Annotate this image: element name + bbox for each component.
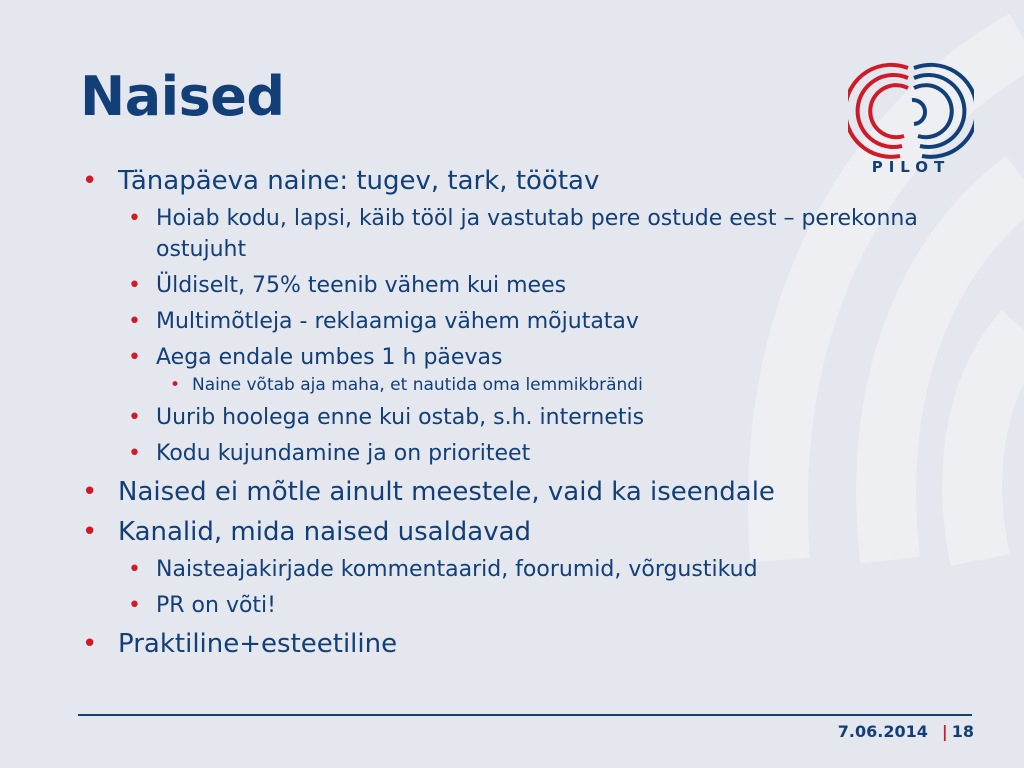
- page-title: Naised: [80, 65, 285, 128]
- sub-bullet-item: • PR on võti!: [128, 590, 962, 621]
- bullet-item: • Tänapäeva naine: tugev, tark, töötav: [82, 164, 962, 198]
- sub-bullet-item: • Naisteajakirjade kommentaarid, foorumid, võrgustikud: [128, 554, 962, 585]
- sub-bullet-item: • Kodu kujundamine ja on prioriteet: [128, 438, 962, 469]
- footer: [838, 722, 974, 741]
- bullet-list: [82, 164, 962, 661]
- page-number: 18: [951, 722, 974, 741]
- sub-bullet-item: • Aega endale umbes 1 h päevas: [128, 342, 962, 373]
- bullet-item: • Kanalid, mida naised usaldavad: [82, 515, 962, 549]
- sub-bullet-item: • Hoiab kodu, lapsi, käib tööl ja vastutab pere ostude eest – perekonna ostujuht: [128, 203, 962, 265]
- svg-text:PILOT: PILOT: [871, 158, 951, 176]
- footer-date: 7.06.2014: [837, 722, 928, 741]
- sub-bullet-item: • Üldiselt, 75% teenib vähem kui mees: [128, 270, 962, 301]
- slide-content: [82, 158, 962, 661]
- bullet-item: • Naised ei mõtle ainult meestele, vaid ka iseendale: [82, 475, 962, 509]
- bullet-item: • Praktiline+esteetiline: [82, 627, 962, 661]
- footer-divider: [78, 714, 972, 716]
- sub-bullet-item: • Uurib hoolega enne kui ostab, s.h. internetis: [128, 402, 962, 433]
- sub-bullet-item: • Multimõtleja - reklaamiga vähem mõjutatav: [128, 306, 962, 337]
- footer-separator: |: [941, 722, 948, 741]
- sub-sub-bullet-item: • Naine võtab aja maha, et nautida oma lemmikbrändi: [170, 373, 962, 397]
